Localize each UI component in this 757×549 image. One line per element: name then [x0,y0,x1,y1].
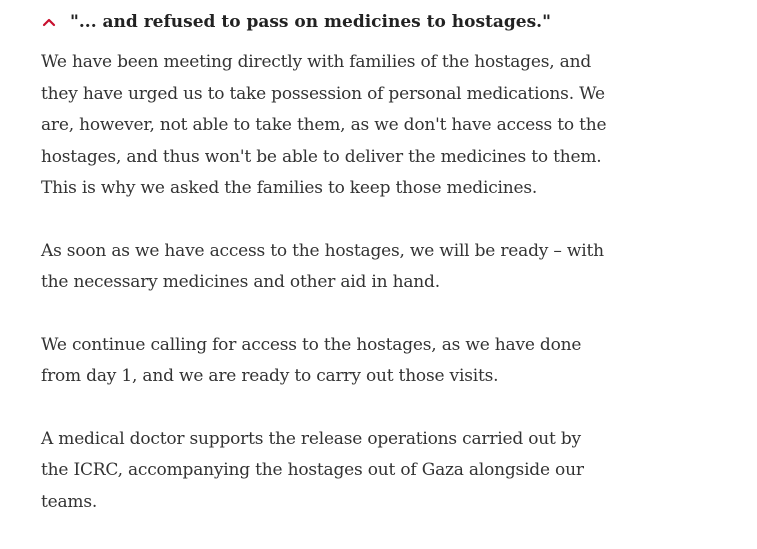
text-line: This is why we asked the families to keep those medicines. [41,178,538,198]
answer-paragraph [41,424,661,519]
answer-paragraph [41,236,661,299]
text-line: the ICRC, accompanying the hostages out of Gaza alongside our [41,460,584,480]
answer-paragraph [41,47,661,205]
faq-question-toggle[interactable] [40,9,551,35]
faq-answer [41,47,661,549]
faq-question: "... and refused to pass on medicines to hostages." [70,12,551,32]
text-line: As soon as we have access to the hostages, we will be ready – with [41,240,604,261]
text-line: are, however, not able to take them, as we don't have access to the [41,115,607,135]
text-line: teams. [41,491,98,512]
chevron-up-icon[interactable] [42,12,64,32]
text-line: A medical doctor supports the release operations carried out by [41,428,581,449]
text-line: they have urged us to take possession of personal medications. We [41,83,605,104]
text-line: from day 1, and we are ready to carry out those visits. [41,366,499,386]
answer-paragraph [41,330,661,393]
text-line: the necessary medicines and other aid in hand. [41,272,440,292]
text-line: We continue calling for access to the hostages, as we have done [41,334,582,355]
text-line: We have been meeting directly with families of the hostages, and [41,52,592,72]
text-line: hostages, and thus won't be able to deliver the medicines to them. [41,146,602,167]
